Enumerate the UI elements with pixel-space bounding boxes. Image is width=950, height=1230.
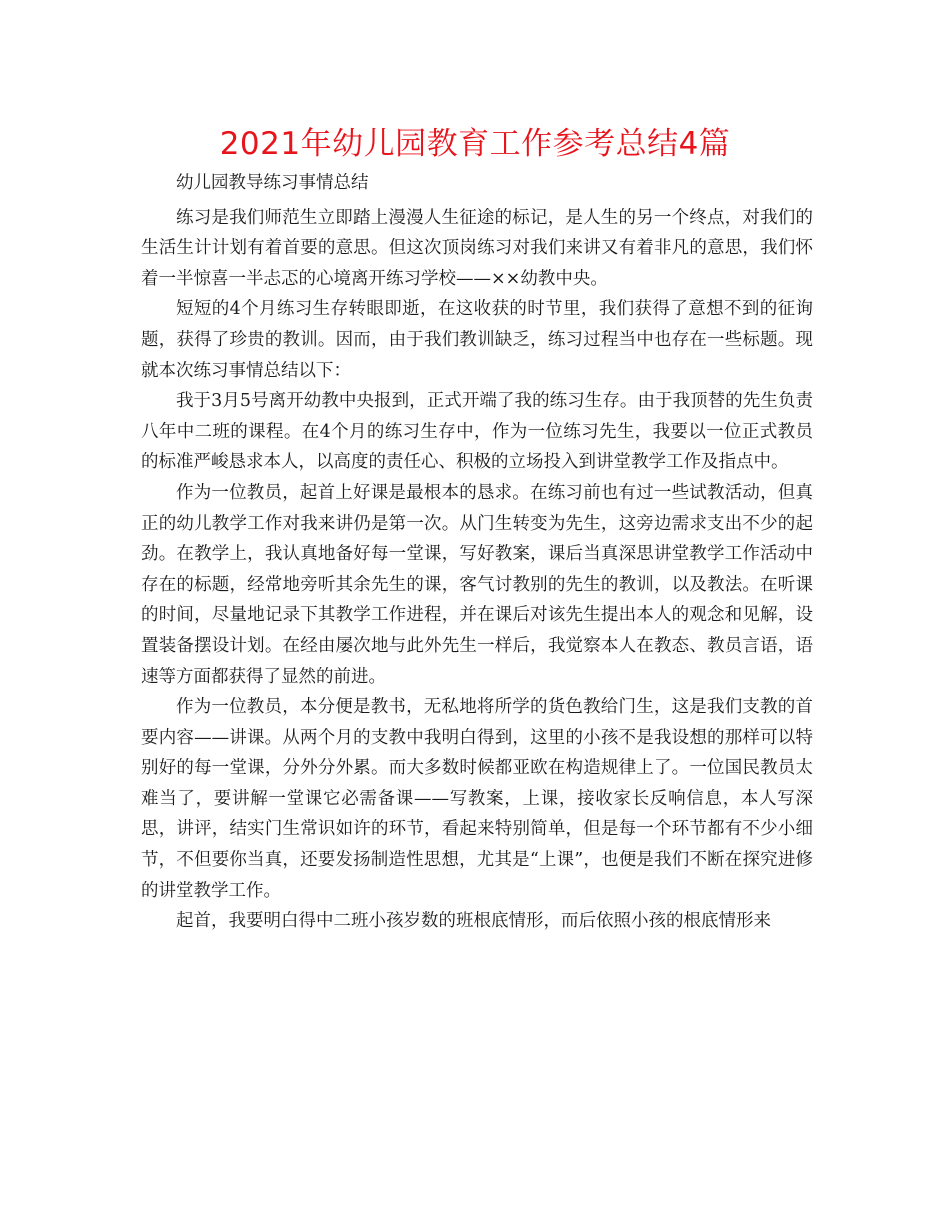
document-title: 2021年幼儿园教育工作参考总结4篇 xyxy=(219,126,731,162)
paragraph: 作为一位教员，本分便是教书，无私地将所学的货色教给门生，这是我们支教的首要内容——讲课。从两个月的支教中我明白得到，这里的小孩不是我设想的那样可以特别好的每一堂课，分外分外累。而大多数时候都亚欧在构造规律上了。一位国民教员太难当了，要讲解一堂课它必需备课——写教案，上课，接收家长反响信息，本人写深思，讲评，结实门生常识如许的环节，看起来特别简单，但是每一个环节都有不少小细节，不但要你当真，还要发扬制造性思想，尤其是“上课”，也便是我们不断在探究进修的讲堂教学工作。 xyxy=(141,697,813,901)
paragraph: 我于3月5号离开幼教中央报到，正式开端了我的练习生存。由于我顶替的先生负责八年中二班的课程。在4个月的练习生存中，作为一位练习先生，我要以一位正式教员的标准严峻恳求本人，以高度的责任心、积极的立场投入到讲堂教学工作及指点中。 xyxy=(141,391,813,473)
paragraph: 起首，我要明白得中二班小孩岁数的班根底情形，而后依照小孩的根底情形来 xyxy=(176,911,771,932)
paragraph: 练习是我们师范生立即踏上漫漫人生征途的标记，是人生的另一个终点，对我们的生活生计计划有着首要的意思。但这次顶岗练习对我们来讲又有着非凡的意思，我们怀着一半惊喜一半忐忑的心境离开练习学校——××幼教中央。 xyxy=(141,207,813,289)
section-heading: 幼儿园教导练习事情总结 xyxy=(176,173,369,193)
document-body xyxy=(141,168,813,937)
paragraph: 作为一位教员，起首上好课是最根本的恳求。在练习前也有过一些试教活动，但真正的幼儿教学工作对我来讲仍是第一次。从门生转变为先生，这旁边需求支出不少的起劲。在教学上，我认真地备好每一堂课，写好教案，课后当真深思讲堂教学工作活动中存在的标题，经常地旁听其余先生的课，客气讨教别的先生的教训，以及教法。在听课的时间，尽量地记录下其教学工作进程，并在课后对该先生提出本人的观念和见解，设置装备摆设计划。在经由屡次地与此外先生一样后，我觉察本人在教态、教员言语，语速等方面都获得了显然的前进。 xyxy=(141,482,813,687)
paragraph: 短短的4个月练习生存转眼即逝，在这收获的时节里，我们获得了意想不到的征询题，获得了珍贵的教训。因而，由于我们教训缺乏，练习过程当中也存在一些标题。现就本次练习事情总结以下： xyxy=(141,299,813,381)
